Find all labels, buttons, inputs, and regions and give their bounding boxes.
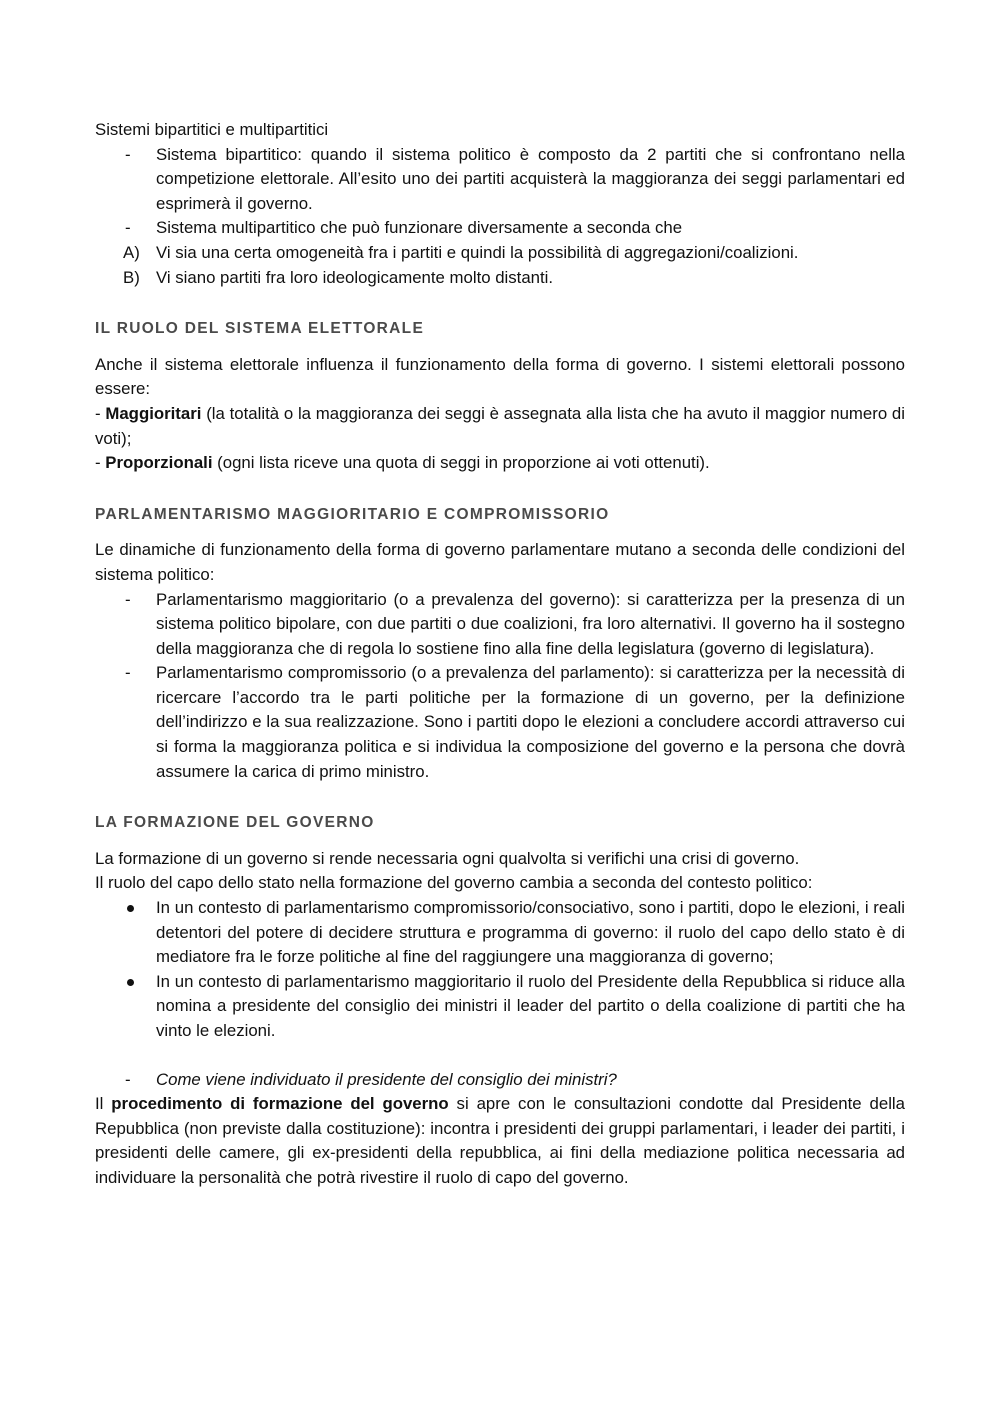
paragraph-rest: si apre con le consultazioni condotte dal Presidente della Repubblica (non previste dalla costituzione): incontra i presidenti dei gruppi parlamentari, i leader dei partiti, i presidenti delle camere, gli ex-presidenti della repubblica, ai fini della mediazione politica necessaria ad individuare la personalità che potrà rivestire il ruolo di capo del governo. [95, 1094, 905, 1187]
dash-marker: - [125, 1069, 131, 1089]
dash-list [95, 588, 905, 785]
list-item [95, 241, 905, 266]
dash-marker: - [125, 218, 131, 238]
section-title: Sistemi bipartitici e multipartitici [95, 120, 329, 139]
paragraph: Anche il sistema elettorale influenza il funzionamento della forma di governo. I sistemi elettorali possono essere: [95, 354, 905, 399]
paragraph: Le dinamiche di funzionamento della forma di governo parlamentare mutano a seconda delle condizioni del sistema politico: [95, 540, 905, 584]
paragraph [95, 1092, 905, 1190]
paragraph [95, 451, 905, 476]
list-item-text: Parlamentarismo compromissorio (o a prevalenza del parlamento): si caratterizza per la necessità di ricercare l’accordo tra le parti politiche per la formazione di un governo, per la definizione dell’indirizzo e la sua realizzazione. Sono i partiti dopo le elezioni a concludere accordi attraverso cui si forma la maggioranza politica e si individua la composizione del governo e la persona che dovrà assumere la carica di primo ministro. [156, 663, 905, 781]
paragraph-start: Il [95, 1094, 112, 1114]
bullet-icon [127, 979, 134, 986]
paragraph: Il ruolo del capo dello stato nella formazione del governo cambia a seconda del contesto politico: [95, 873, 813, 893]
bold-term: Maggioritari [105, 403, 202, 423]
term-description: (ogni lista riceve una quota di seggi in proporzione ai voti ottenuti). [212, 453, 710, 473]
paragraph: La formazione di un governo si rende necessaria ogni qualvolta si verifichi una crisi di governo. [95, 848, 800, 868]
section-heading: PARLAMENTARISMO MAGGIORITARIO E COMPROMISSORIO [95, 505, 610, 523]
list-item [95, 661, 905, 784]
list-item [95, 970, 905, 1044]
list-item-text: Sistema bipartitico: quando il sistema politico è composto da 2 partiti che si confrontano nella competizione elettorale. All’esito uno dei partiti acquisterà la maggioranza dei seggi parlamentari ed esprimerà il governo. [156, 144, 905, 213]
term-description: (la totalità o la maggioranza dei seggi è assegnata alla lista che ha avuto il maggior numero di voti); [95, 403, 905, 448]
section-heading: IL RUOLO DEL SISTEMA ELETTORALE [95, 320, 425, 338]
bold-term: procedimento di formazione del governo [111, 1094, 449, 1114]
prefix: - [95, 453, 106, 473]
bold-term: Proporzionali [105, 453, 213, 473]
list-item-text: Parlamentarismo maggioritario (o a prevalenza del governo): si caratterizza per la presenza di un sistema politico bipolare, con due partiti o due coalizioni, fra loro alternativi. Il governo ha il sostegno della maggioranza che di regola lo sostiene fino alla fine della legislatura (governo di legislatura). [156, 589, 905, 658]
letter-marker: B) [123, 267, 140, 287]
list-item-text: Vi sia una certa omogeneità fra i partiti e quindi la possibilità di aggregazioni/coalizioni. [156, 242, 799, 262]
letter-marker: A) [123, 242, 140, 262]
list-item-text: Vi siano partiti fra loro ideologicamente molto distanti. [156, 267, 554, 287]
dash-marker: - [125, 589, 131, 609]
question-item [95, 1068, 905, 1093]
dash-marker: - [125, 144, 131, 164]
paragraph [95, 402, 905, 451]
list-item [95, 266, 905, 291]
list-item [95, 216, 905, 241]
list-item [95, 896, 905, 970]
list-item-text: In un contesto di parlamentarismo maggioritario il ruolo del Presidente della Repubblica si riduce alla nomina a presidente del consiglio dei ministri il leader del partito o della coalizione di partiti che ha vinto le elezioni. [156, 971, 905, 1040]
list-item-text: In un contesto di parlamentarismo compromissorio/consociativo, sono i partiti, dopo le elezioni, i reali detentori del potere di decidere struttura e programma di governo: il ruolo del capo dello stato è di mediatore fra le forze politiche al fine del raggiungere una maggioranza di governo; [156, 898, 905, 967]
list-item [95, 143, 905, 217]
document-page [95, 118, 905, 1191]
bullet-icon [127, 905, 134, 912]
dash-marker: - [125, 663, 131, 683]
prefix: - [95, 403, 106, 423]
list-item [95, 588, 905, 662]
question-text: Come viene individuato il presidente del consiglio dei ministri? [156, 1069, 617, 1089]
list-item-text: Sistema multipartitico che può funzionare diversamente a seconda che [156, 218, 683, 238]
bullet-list [95, 896, 905, 1044]
dash-list [95, 143, 905, 291]
section-heading: LA FORMAZIONE DEL GOVERNO [95, 814, 375, 832]
